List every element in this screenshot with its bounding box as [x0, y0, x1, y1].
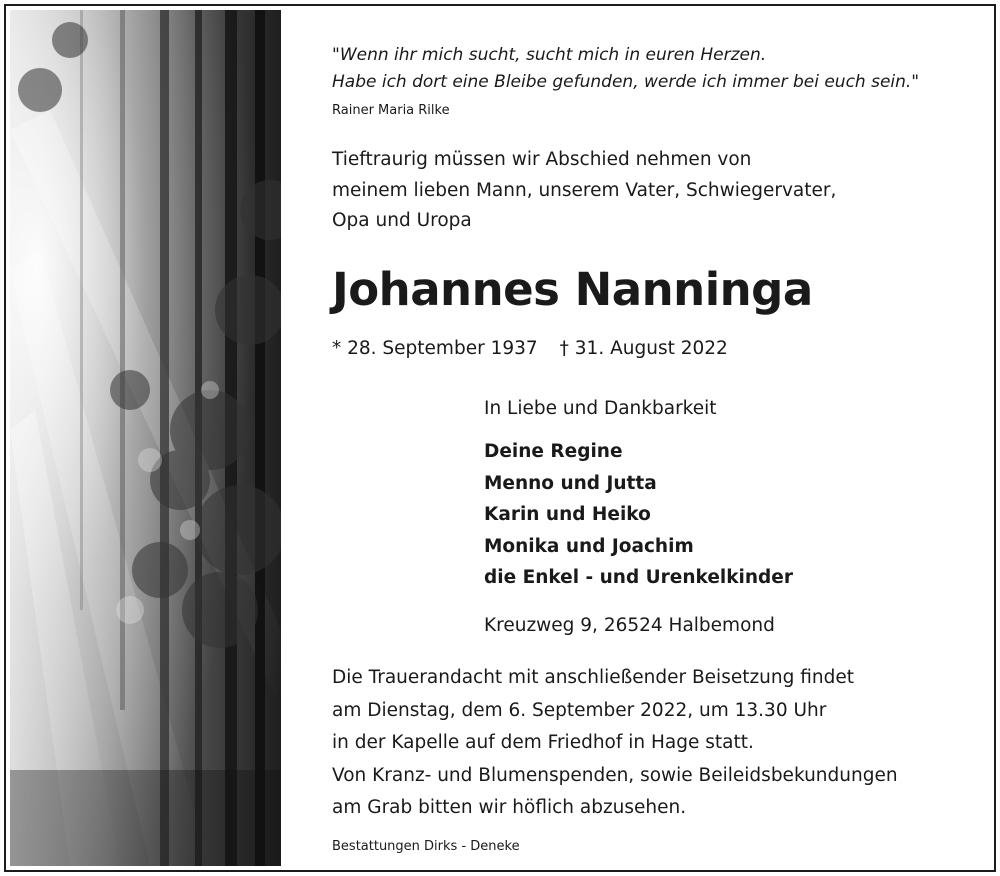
- service-line-5: am Grab bitten wir höflich abzusehen.: [332, 797, 687, 818]
- undertaker-credit: Bestattungen Dirks - Deneke: [332, 839, 520, 854]
- death-date: † 31. August 2022: [559, 338, 728, 359]
- life-dates: [332, 335, 728, 363]
- intro-text: [332, 145, 836, 237]
- service-line-1: Die Trauerandacht mit anschließender Beisetzung findet: [332, 667, 855, 688]
- birth-date: * 28. September 1937: [332, 338, 538, 359]
- intro-line-3: Opa und Uropa: [332, 210, 472, 231]
- closing-phrase: In Liebe und Dankbarkeit: [484, 398, 717, 419]
- quote-line-1: "Wenn ihr mich sucht, sucht mich in euren Herzen.: [332, 45, 767, 65]
- mourner: die Enkel - und Urenkelkinder: [484, 567, 793, 588]
- rilke-quote: [332, 42, 919, 96]
- forest-photo: [10, 10, 281, 866]
- quote-author: Rainer Maria Rilke: [332, 103, 450, 118]
- mourner: Monika und Joachim: [484, 535, 694, 557]
- intro-line-1: Tieftraurig müssen wir Abschied nehmen von: [332, 149, 752, 170]
- mourner: Karin und Heiko: [484, 504, 651, 525]
- mourners-list: [484, 436, 793, 594]
- quote-line-2: Habe ich dort eine Bleibe gefunden, werde ich immer bei euch sein.": [332, 72, 920, 92]
- forest-image: [10, 10, 281, 866]
- mourner: Menno und Jutta: [484, 472, 657, 494]
- deceased-name: Johannes Nanninga: [332, 263, 813, 316]
- service-line-4: Von Kranz- und Blumenspenden, sowie Beileidsbekundungen: [332, 764, 898, 786]
- intro-line-2: meinem lieben Mann, unserem Vater, Schwiegervater,: [332, 179, 837, 201]
- family-address: Kreuzweg 9, 26524 Halbemond: [484, 615, 775, 636]
- service-line-2: am Dienstag, dem 6. September 2022, um 13.30 Uhr: [332, 699, 827, 721]
- service-info: [332, 662, 898, 825]
- mourner: Deine Regine: [484, 441, 623, 462]
- service-line-3: in der Kapelle auf dem Friedhof in Hage statt.: [332, 732, 754, 753]
- obituary-frame: [4, 4, 996, 872]
